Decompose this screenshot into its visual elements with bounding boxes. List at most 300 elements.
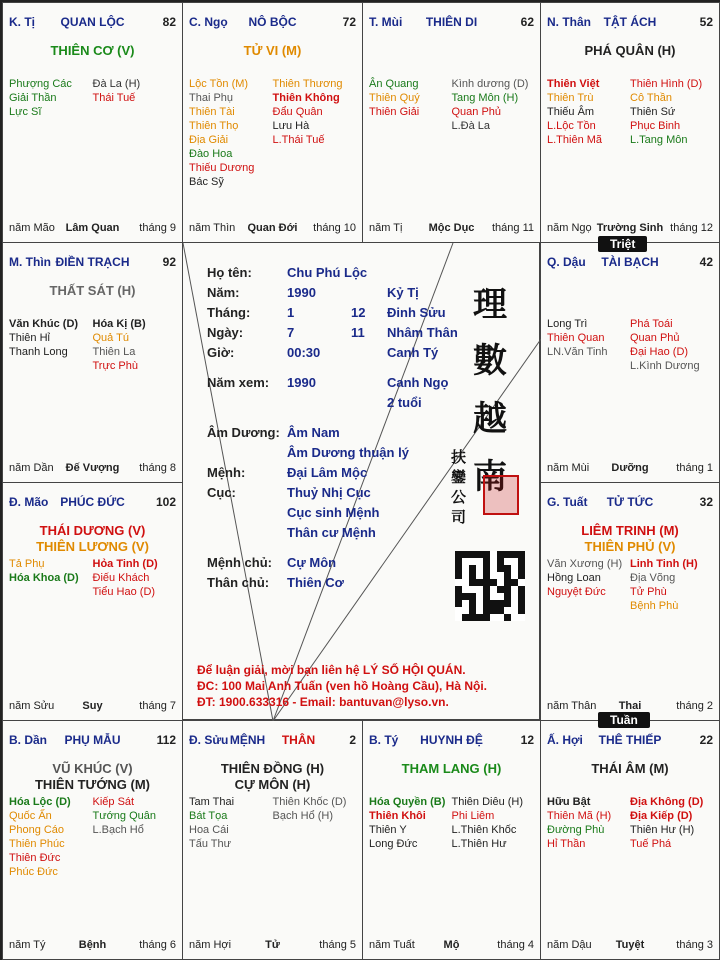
qr-module (469, 551, 476, 558)
minor-star: Thiên Đức (9, 852, 61, 864)
minor-star: Thiên Diêu (H) (451, 796, 524, 808)
minor-stars (547, 317, 713, 373)
qr-module (490, 565, 497, 572)
footer-month: tháng 3 (676, 939, 713, 951)
qr-module (483, 551, 490, 558)
age-value: 2 tuổi (387, 395, 422, 410)
view-year-value: 1990 (287, 375, 316, 390)
palace-name-text: THIÊN DI (425, 15, 478, 29)
palace-footer (9, 222, 176, 236)
palace-footer (547, 939, 713, 953)
name-label: Họ tên: (207, 265, 252, 280)
palace-name-text: ĐIỀN TRẠCH (55, 255, 130, 269)
red-seal-stamp (483, 475, 519, 515)
minor-star: Đường Phù (547, 824, 605, 836)
qr-module (511, 586, 518, 593)
minor-star: Thiên Thương (272, 78, 343, 90)
minor-star: Phượng Các (9, 78, 72, 90)
month-label: Tháng: (207, 305, 251, 320)
footer-year: năm Mão (9, 222, 55, 234)
minor-stars (189, 795, 356, 851)
qr-module (504, 593, 511, 600)
qr-module (455, 579, 462, 586)
minor-star: Trực Phù (92, 360, 138, 372)
branch-label: B. Tý (369, 733, 399, 747)
star-column-right (273, 795, 357, 851)
qr-module (504, 558, 511, 565)
qr-module (504, 565, 511, 572)
minor-stars (547, 795, 713, 851)
qr-module (504, 586, 511, 593)
qr-module (490, 551, 497, 558)
qr-module (497, 558, 504, 565)
main-star: TỬ VI (M) (243, 43, 302, 58)
palace-number: 12 (520, 733, 534, 747)
qr-module (518, 586, 525, 593)
minor-star: LN.Văn Tinh (547, 346, 608, 358)
minor-star: Tấu Thư (189, 838, 232, 850)
palace-number: 32 (699, 495, 713, 509)
minor-star: Thiên Tài (189, 106, 235, 118)
palace-footer (547, 222, 713, 236)
main-stars (541, 43, 719, 59)
qr-module (490, 607, 497, 614)
palace-cell-than[interactable] (540, 2, 720, 243)
palace-footer (9, 700, 176, 714)
footer-stage: Mộc Dục (428, 222, 475, 234)
contact-line-3: ĐT: 1900.633316 - Email: bantuvan@lyso.vn. (197, 695, 449, 709)
qr-module (469, 586, 476, 593)
footer-stage: Suy (82, 700, 103, 712)
palace-footer (189, 939, 356, 953)
tuan-tag: Tuần (598, 712, 650, 728)
qr-module (497, 593, 504, 600)
palace-cell-thin[interactable] (2, 242, 183, 483)
minor-star: Phục Binh (630, 120, 681, 132)
palace-number: 42 (699, 255, 713, 269)
qr-module (469, 558, 476, 565)
minor-star: Thiên Hỉ (9, 332, 50, 344)
minor-star: Thiên La (92, 346, 136, 358)
body-lord-label: Thân chủ: (207, 575, 270, 590)
main-stars (3, 283, 182, 299)
qr-module (462, 593, 469, 600)
qr-module (462, 558, 469, 565)
minor-star: Thiếu Âm (547, 106, 595, 118)
day-lunar: 11 (351, 325, 365, 340)
yinyang-label: Âm Dương: (207, 425, 280, 440)
view-year-can: Canh Ngọ (387, 375, 449, 390)
footer-month: tháng 10 (313, 222, 356, 234)
minor-star: Thiên Hư (H) (630, 824, 695, 836)
minor-star: Thiên Việt (547, 78, 600, 90)
qr-module (476, 614, 483, 621)
qr-module (455, 586, 462, 593)
minor-star: Tả Phụ (9, 558, 45, 570)
minor-star: Lộc Tồn (M) (189, 78, 249, 90)
palace-number: 2 (349, 733, 356, 747)
minor-star: Địa Võng (630, 572, 676, 584)
seal-small-4: 司 (451, 508, 467, 526)
footer-month: tháng 12 (670, 222, 713, 234)
star-column-right (93, 557, 177, 599)
palace-name-text: THÊ THIẾP (598, 733, 662, 747)
year-can: Kỷ Tị (387, 285, 419, 300)
footer-month: tháng 2 (676, 700, 713, 712)
qr-module (518, 614, 525, 621)
palace-cell-dan[interactable] (2, 720, 183, 960)
branch-label: Q. Dậu (547, 255, 586, 269)
minor-star: Ân Quang (369, 78, 419, 90)
minor-star: Phúc Đức (9, 866, 58, 878)
minor-star: Điếu Khách (92, 572, 150, 584)
minor-stars (369, 77, 534, 133)
star-column-right (630, 557, 713, 613)
minor-star: Thiên Hình (D) (630, 78, 703, 90)
minor-star: Địa Kiếp (D) (630, 810, 693, 822)
footer-stage: Dưỡng (611, 462, 649, 474)
branch-label: Ấ. Hợi (547, 733, 583, 747)
palace-number: 72 (342, 15, 356, 29)
qr-module (469, 614, 476, 621)
branch-label: N. Thân (547, 15, 591, 29)
star-column-right (93, 795, 177, 879)
minor-star: Thai Phụ (189, 92, 234, 104)
qr-module (511, 551, 518, 558)
cuc-value: Thuỷ Nhị Cục (287, 485, 371, 500)
footer-stage: Quan Đới (247, 222, 298, 234)
minor-star: Thiên Khốc (D) (272, 796, 347, 808)
footer-year: năm Thìn (189, 222, 236, 234)
hour-value: 00:30 (287, 345, 321, 360)
palace-cell-ty2[interactable] (362, 720, 541, 960)
palace-number: 22 (699, 733, 713, 747)
qr-module (455, 607, 462, 614)
cuc-label: Cục: (207, 485, 236, 500)
qr-module (476, 572, 483, 579)
footer-year: năm Dậu (547, 939, 592, 951)
minor-star: Kình dương (D) (451, 78, 529, 90)
palace-number: 92 (162, 255, 176, 269)
qr-module (455, 558, 462, 565)
footer-stage: Tuyệt (615, 939, 645, 951)
palace-name-text: HUYNH ĐỆ (420, 733, 483, 747)
minor-star: Đà La (H) (92, 78, 141, 90)
qr-module (476, 593, 483, 600)
main-stars (183, 761, 362, 793)
minor-star: Thiên Khôi (369, 810, 426, 822)
minor-star: Đẩu Quân (272, 106, 323, 118)
minor-star: Văn Xương (H) (547, 558, 623, 570)
qr-module (462, 607, 469, 614)
palace-name-2: THÂN (281, 733, 316, 747)
triet-tag: Triệt (598, 236, 647, 252)
qr-module (490, 558, 497, 565)
qr-module (476, 565, 483, 572)
palace-cell-suu[interactable] (182, 720, 363, 960)
footer-month: tháng 8 (139, 462, 176, 474)
footer-month: tháng 11 (491, 222, 534, 234)
minor-star: Thiên Phúc (9, 838, 65, 850)
minor-star: Thiên Thọ (189, 120, 239, 132)
star-column-left (9, 317, 93, 373)
minor-star: Quan Phủ (630, 332, 680, 344)
palace-footer (189, 222, 356, 236)
palace-cell-mui[interactable] (362, 2, 541, 243)
minor-star: L.Bạch Hổ (92, 824, 144, 836)
view-year-label: Năm xem: (207, 375, 270, 390)
qr-module (462, 565, 469, 572)
palace-cell-ty[interactable] (2, 2, 183, 243)
minor-star: Địa Không (D) (630, 796, 704, 808)
minor-star: Long Trì (547, 318, 588, 330)
qr-module (497, 565, 504, 572)
minor-star: L.Thiên Khốc (451, 824, 517, 836)
destiny-lord-value: Cự Môn (287, 555, 337, 570)
main-stars (363, 761, 540, 777)
minor-star: L.Thiên Mã (547, 134, 603, 146)
qr-module (476, 586, 483, 593)
star-column-right (452, 795, 535, 851)
palace-name-text: NÔ BỘC (248, 15, 297, 29)
seal-char-2: 數 (473, 341, 507, 381)
qr-module (511, 558, 518, 565)
year-label: Năm: (207, 285, 240, 300)
destiny-lord-label: Mệnh chủ: (207, 555, 272, 570)
qr-module (483, 579, 490, 586)
minor-star: Đào Hoa (189, 148, 233, 160)
minor-star: Tam Thai (189, 796, 235, 808)
qr-module (511, 600, 518, 607)
qr-module (497, 607, 504, 614)
minor-star: Hồng Loan (547, 572, 601, 584)
star-column-left (547, 77, 630, 147)
main-star: THÁI ÂM (M) (591, 761, 669, 776)
minor-star: Lưu Hà (272, 120, 310, 132)
palace-footer (9, 939, 176, 953)
minor-star: Quả Tú (92, 332, 129, 344)
palace-name-text: TÀI BẠCH (601, 255, 659, 269)
minor-star: Thái Tuế (92, 92, 136, 104)
star-column-right (93, 317, 177, 373)
minor-star: Đại Hao (D) (630, 346, 689, 358)
footer-month: tháng 7 (139, 700, 176, 712)
main-star: THIÊN TƯỚNG (M) (34, 777, 151, 792)
branch-label: T. Mùi (369, 15, 403, 29)
palace-cell-tuat[interactable] (540, 482, 720, 721)
qr-module (518, 565, 525, 572)
minor-star: Hỏa Tinh (D) (92, 558, 158, 570)
qr-module (504, 614, 511, 621)
minor-star: L.Lộc Tồn (547, 120, 596, 132)
star-column-left (547, 557, 630, 613)
minor-star: Phá Toái (630, 318, 673, 330)
minor-star: Nguyệt Đức (547, 586, 606, 598)
qr-module (511, 607, 518, 614)
qr-module (497, 572, 504, 579)
minor-star: Tuế Phá (630, 838, 672, 850)
minor-stars (9, 557, 176, 599)
seal-small-2: 鑾 (451, 468, 467, 486)
qr-module (518, 551, 525, 558)
qr-module (462, 586, 469, 593)
minor-star: L.Kình Dương (630, 360, 700, 372)
star-column-right (630, 317, 713, 373)
palace-footer (9, 462, 176, 476)
cuc-value-2: Cục sinh Mệnh (287, 505, 380, 520)
spacer (265, 733, 282, 747)
minor-star: Hữu Bật (547, 796, 591, 808)
minor-star: Thiếu Dương (189, 162, 255, 174)
branch-label: Đ. Mão (9, 495, 49, 509)
star-column-right (273, 77, 357, 189)
month-lunar: 12 (351, 305, 366, 320)
destiny-label: Mệnh: (207, 465, 246, 480)
minor-star: Linh Tinh (H) (630, 558, 698, 570)
qr-module (490, 586, 497, 593)
main-stars (3, 43, 182, 59)
qr-module (504, 551, 511, 558)
qr-module (490, 614, 497, 621)
month-can: Đinh Sửu (387, 305, 446, 320)
minor-star: L.Thiên Hư (451, 838, 507, 850)
qr-module (483, 565, 490, 572)
minor-star: Hoa Cái (189, 824, 229, 836)
palace-cell-ngo[interactable] (182, 2, 363, 243)
qr-module (469, 572, 476, 579)
contact-line-2: ĐC: 100 Mai Anh Tuấn (ven hồ Hoàng Cầu), Hà Nội. (197, 679, 488, 693)
minor-star: Thiên Trù (547, 92, 594, 104)
footer-year: năm Sửu (9, 700, 55, 712)
yinyang-value: Âm Nam (287, 425, 340, 440)
main-star: THIÊN ĐỒNG (H) (220, 761, 325, 776)
palace-footer (369, 939, 534, 953)
qr-module (469, 579, 476, 586)
minor-star: Quốc Ấn (9, 810, 52, 822)
minor-stars (9, 795, 176, 879)
qr-module (511, 572, 518, 579)
palace-name-text: PHỤ MẪU (64, 733, 121, 747)
footer-stage: Đế Vượng (65, 462, 120, 474)
qr-module (455, 551, 462, 558)
day-label: Ngày: (207, 325, 244, 340)
month-value: 1 (287, 305, 295, 320)
body-lord-value: Thiên Cơ (287, 575, 344, 590)
footer-year: năm Hợi (189, 939, 232, 951)
qr-module (511, 565, 518, 572)
minor-star: Bát Tọa (189, 810, 228, 822)
main-star: CỰ MÔN (H) (234, 777, 311, 792)
minor-star: Cô Thần (630, 92, 672, 104)
qr-module (497, 600, 504, 607)
yinyang-value-2: Âm Dương thuận lý (287, 445, 409, 460)
qr-module (455, 600, 462, 607)
qr-module (497, 586, 504, 593)
branch-label: Đ. Sửu (189, 733, 229, 747)
minor-star: Thiên Không (272, 92, 340, 104)
main-star: THIÊN CƠ (V) (50, 43, 135, 58)
qr-module (469, 600, 476, 607)
palace-number: 112 (156, 733, 176, 747)
palace-cell-dau[interactable] (540, 242, 720, 483)
footer-stage: Thai (618, 700, 642, 712)
star-column-left (9, 77, 93, 119)
qr-module (497, 551, 504, 558)
minor-star: L.Thái Tuế (272, 134, 325, 146)
minor-star: Thiên Mã (H) (547, 810, 612, 822)
minor-star: Thiên Giải (369, 106, 420, 118)
palace-cell-hoi[interactable] (540, 720, 720, 960)
footer-year: năm Tý (9, 939, 46, 951)
minor-star: Thiên Quan (547, 332, 605, 344)
seal-char-4: 南 (473, 457, 507, 497)
main-stars (541, 523, 719, 555)
minor-star: Tiểu Hao (D) (92, 586, 156, 598)
minor-star: Văn Khúc (D) (9, 318, 79, 330)
destiny-value: Đại Lâm Mộc (287, 465, 368, 480)
palace-number: 82 (162, 15, 176, 29)
minor-star: L.Đà La (451, 120, 491, 132)
branch-label: B. Dần (9, 733, 48, 747)
qr-module (511, 614, 518, 621)
footer-month: tháng 5 (319, 939, 356, 951)
palace-name-text: PHÚC ĐỨC (60, 495, 125, 509)
qr-code[interactable] (455, 551, 525, 621)
qr-module (455, 593, 462, 600)
seal-small-1: 扶 (451, 448, 467, 466)
year-value: 1990 (287, 285, 316, 300)
minor-star: Bạch Hổ (H) (272, 810, 334, 822)
palace-footer (369, 222, 534, 236)
star-column-left (547, 317, 630, 373)
qr-module (476, 558, 483, 565)
minor-star: Thiên Quý (369, 92, 420, 104)
qr-module (483, 593, 490, 600)
qr-module (462, 572, 469, 579)
star-column-left (9, 795, 93, 879)
qr-module (476, 600, 483, 607)
qr-module (476, 579, 483, 586)
minor-star: L.Tang Môn (630, 134, 688, 146)
footer-stage: Mộ (443, 939, 460, 951)
minor-star: Quan Phủ (451, 106, 502, 118)
main-star: VŨ KHÚC (V) (52, 761, 133, 776)
qr-module (462, 600, 469, 607)
main-stars (541, 761, 719, 777)
branch-label: C. Ngọ (189, 15, 228, 29)
star-column-right (93, 77, 177, 119)
qr-module (490, 593, 497, 600)
star-column-right (630, 77, 713, 147)
qr-module (469, 593, 476, 600)
center-info-panel (182, 242, 540, 720)
main-stars (3, 523, 182, 555)
main-star: THẤT SÁT (H) (49, 283, 136, 298)
qr-module (476, 607, 483, 614)
qr-module (483, 600, 490, 607)
minor-star: Giải Thần (9, 92, 57, 104)
footer-stage: Bệnh (78, 939, 107, 951)
main-star: PHÁ QUÂN (H) (584, 43, 676, 58)
main-stars (183, 43, 362, 59)
minor-star: Bác Sỹ (189, 176, 224, 188)
star-column-left (189, 795, 273, 851)
qr-module (483, 586, 490, 593)
qr-module (518, 607, 525, 614)
qr-module (497, 579, 504, 586)
palace-cell-mao[interactable] (2, 482, 183, 721)
branch-label: K. Tị (9, 15, 35, 29)
